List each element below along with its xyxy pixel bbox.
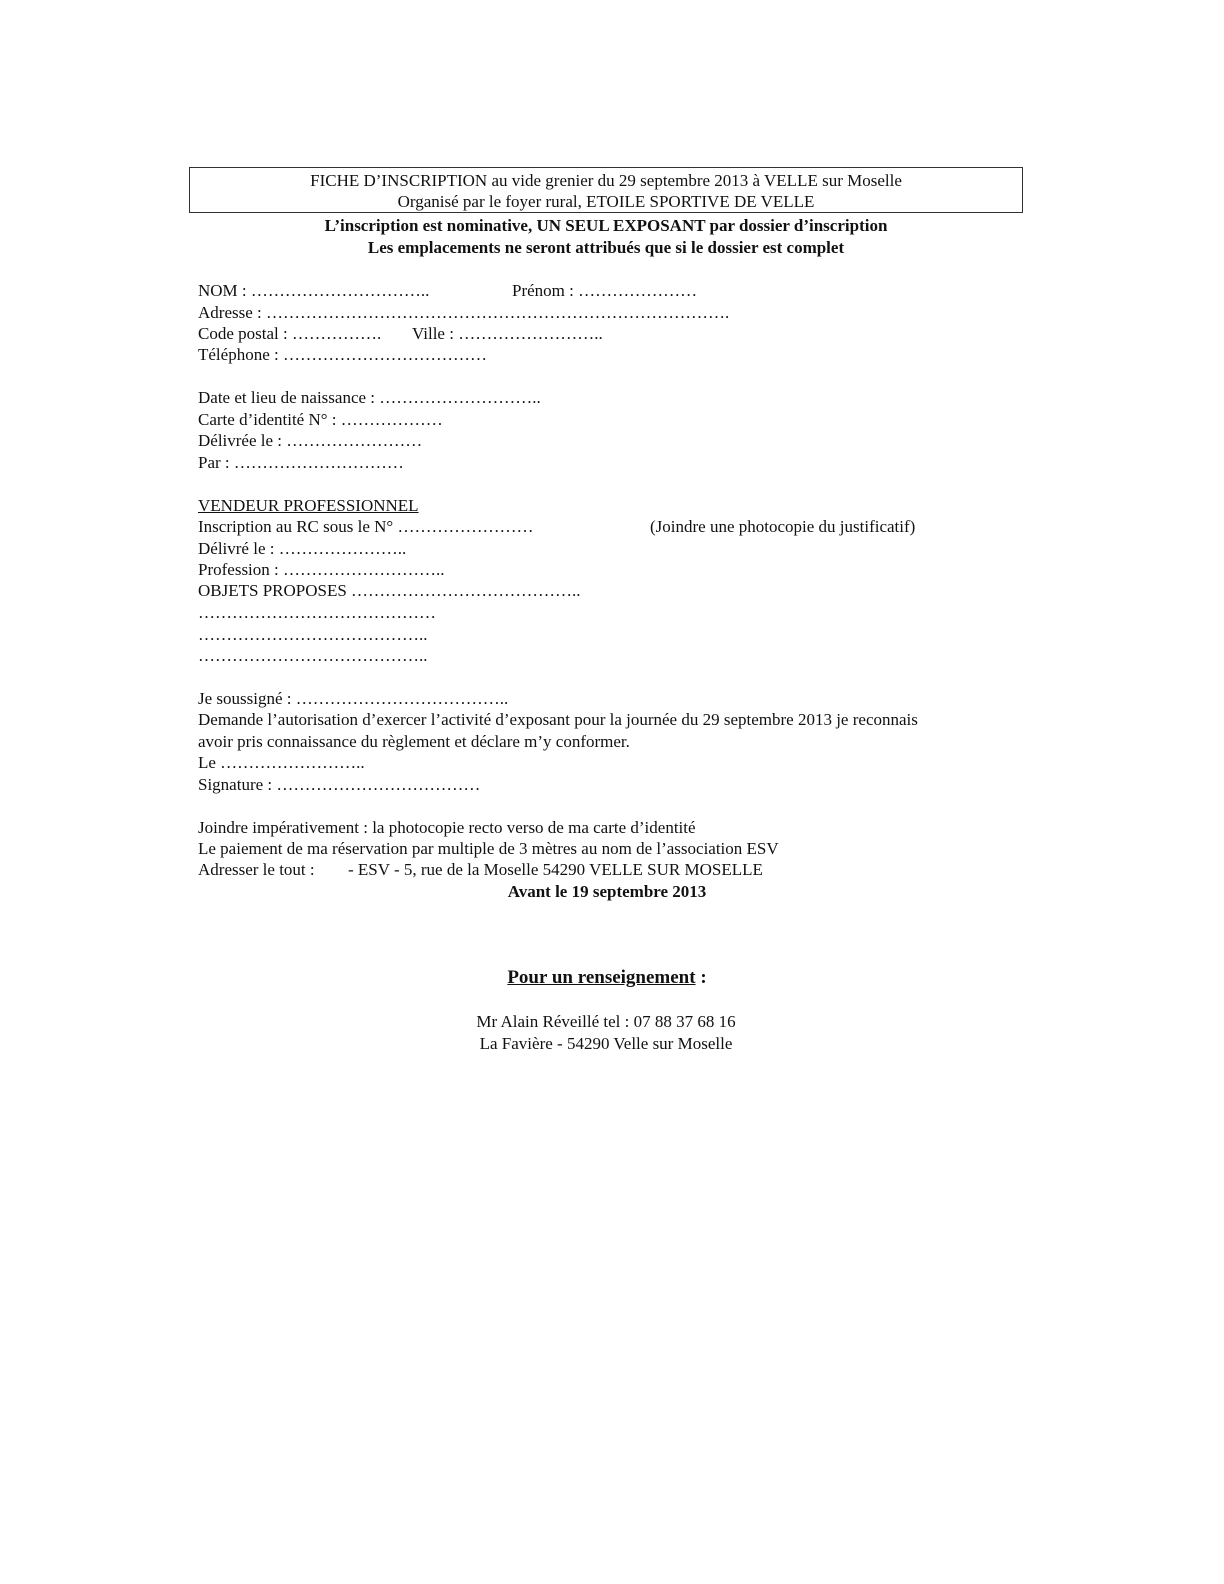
contact-title: Pour un renseignement [507, 967, 696, 988]
instruction-adresse: - ESV - 5, rue de la Moselle 54290 VELLE SUR MOSELLE [348, 860, 763, 879]
instruction-adresser-label: Adresser le tout : [198, 860, 315, 879]
contact-title-colon: : [695, 967, 707, 988]
field-telephone: Téléphone : ……………………………… [198, 345, 487, 364]
rc-note: (Joindre une photocopie du justificatif) [650, 517, 916, 536]
notice-complete-file: Les emplacements ne seront attribués que si le dossier est complet [367, 238, 845, 257]
form-title: FICHE D’INSCRIPTION au vide grenier du 29 septembre 2013 à VELLE sur Moselle [310, 171, 902, 190]
field-objets-proposes: OBJETS PROPOSES ………………………………….. [198, 581, 581, 600]
field-nom: NOM : ………………………….. [198, 281, 430, 300]
contact-heading [0, 967, 1214, 989]
field-ville: Ville : …………………….. [412, 324, 603, 343]
field-prenom: Prénom : ………………… [512, 281, 698, 300]
field-delivre-le: Délivré le : ………………….. [198, 539, 407, 558]
field-le: Le …………………….. [198, 753, 365, 772]
dotted-line-3: ………………………………….. [198, 646, 428, 665]
field-signature: Signature : ……………………………… [198, 775, 481, 794]
contact-name-phone: Mr Alain Réveillé tel : 07 88 37 68 16 [476, 1012, 736, 1031]
field-date-lieu-naissance: Date et lieu de naissance : ……………………….. [198, 388, 541, 407]
form-organizer: Organisé par le foyer rural, ETOILE SPORTIVE DE VELLE [397, 192, 815, 211]
field-par: Par : ………………………… [198, 453, 404, 472]
instruction-photocopie: Joindre impérativement : la photocopie recto verso de ma carte d’identité [198, 818, 696, 837]
field-je-soussigne: Je soussigné : ……………………………….. [198, 689, 509, 708]
field-code-postal: Code postal : ……………. [198, 324, 382, 343]
notice-nominative: L’inscription est nominative, UN SEUL EXPOSANT par dossier d’inscription [324, 216, 888, 235]
instruction-paiement: Le paiement de ma réservation par multiple de 3 mètres au nom de l’association ESV [198, 839, 779, 858]
deadline: Avant le 19 septembre 2013 [507, 882, 707, 901]
field-delivree-le: Délivrée le : …………………… [198, 431, 423, 450]
field-rc: Inscription au RC sous le N° …………………… [198, 517, 534, 536]
contact-address: La Favière - 54290 Velle sur Moselle [479, 1034, 733, 1053]
field-carte-identite: Carte d’identité N° : ……………… [198, 410, 443, 429]
section-heading-vendeur-pro: VENDEUR PROFESSIONNEL [198, 496, 419, 515]
field-adresse: Adresse : ………………………………………………………………………. [198, 303, 730, 322]
field-profession: Profession : ……………………….. [198, 560, 445, 579]
dotted-line-1: …………………………………… [198, 603, 436, 622]
declaration-line-2: avoir pris connaissance du règlement et déclare m’y conformer. [198, 732, 630, 751]
dotted-line-2: ………………………………….. [198, 625, 428, 644]
form-title-box [189, 167, 1023, 213]
declaration-line-1: Demande l’autorisation d’exercer l’activité d’exposant pour la journée du 29 septembre 2013 je reconnais [198, 710, 918, 729]
